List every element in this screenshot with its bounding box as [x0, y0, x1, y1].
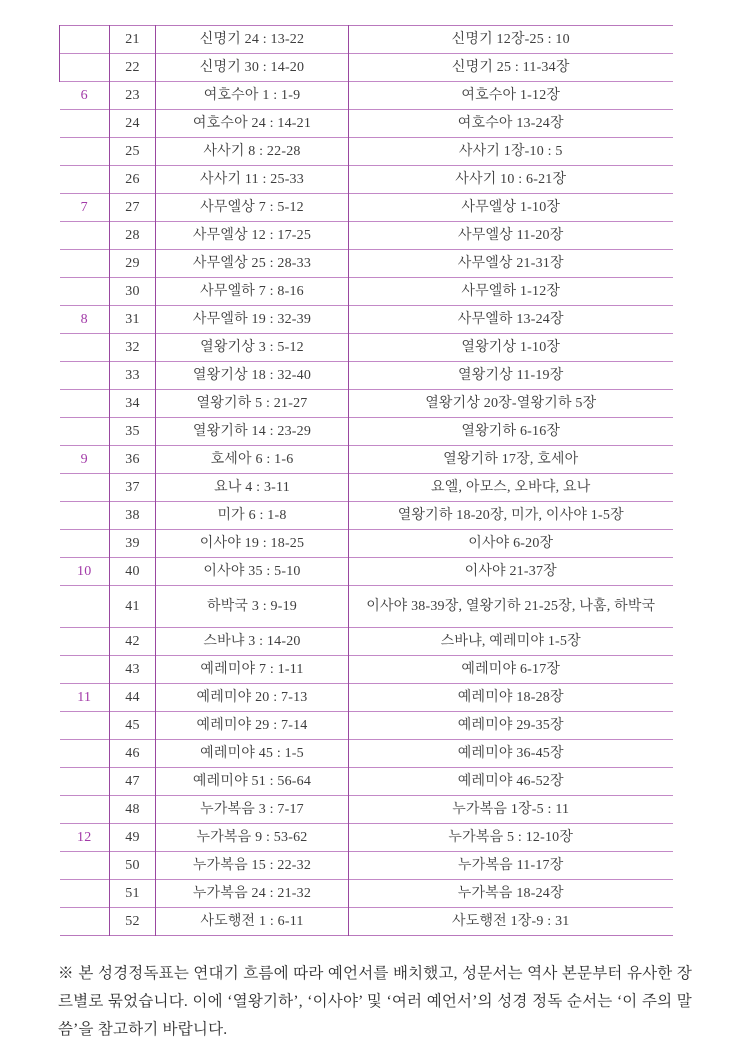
- reading-cell: 열왕기상 1-10장: [349, 334, 673, 362]
- reading-cell: 열왕기상 20장-열왕기하 5장: [349, 390, 673, 418]
- passage-cell: 사무엘상 7 : 5-12: [156, 194, 349, 222]
- passage-cell: 누가복음 24 : 21-32: [156, 880, 349, 908]
- passage-cell: 여호수아 24 : 14-21: [156, 110, 349, 138]
- passage-cell: 열왕기상 3 : 5-12: [156, 334, 349, 362]
- reading-cell: 열왕기하 17장, 호세아: [349, 446, 673, 474]
- reading-cell: 사무엘하 1-12장: [349, 278, 673, 306]
- table-row: [60, 740, 673, 768]
- week-cell: 22: [110, 54, 156, 82]
- passage-cell: 예레미야 29 : 7-14: [156, 712, 349, 740]
- month-cell: [60, 474, 110, 502]
- passage-cell: 누가복음 15 : 22-32: [156, 852, 349, 880]
- month-cell: [60, 390, 110, 418]
- footnote: [58, 960, 692, 1044]
- month-cell: [60, 250, 110, 278]
- reading-cell: 신명기 25 : 11-34장: [349, 54, 673, 82]
- passage-cell: 신명기 30 : 14-20: [156, 54, 349, 82]
- passage-cell: 호세아 6 : 1-6: [156, 446, 349, 474]
- week-cell: 41: [110, 586, 156, 628]
- month-cell: [60, 768, 110, 796]
- month-cell: 12: [60, 824, 110, 852]
- table-row: [60, 880, 673, 908]
- week-cell: 43: [110, 656, 156, 684]
- week-cell: 34: [110, 390, 156, 418]
- month-cell: [60, 418, 110, 446]
- week-cell: 38: [110, 502, 156, 530]
- reading-cell: 스바냐, 예레미야 1-5장: [349, 628, 673, 656]
- reading-cell: 사무엘하 13-24장: [349, 306, 673, 334]
- month-cell: [60, 222, 110, 250]
- month-cell: 11: [60, 684, 110, 712]
- table-row: [60, 852, 673, 880]
- reading-cell: 누가복음 11-17장: [349, 852, 673, 880]
- month-cell: [60, 110, 110, 138]
- table-row: [60, 446, 673, 474]
- month-cell: 9: [60, 446, 110, 474]
- table-row: [60, 138, 673, 166]
- reading-cell: 사무엘상 1-10장: [349, 194, 673, 222]
- passage-cell: 요나 4 : 3-11: [156, 474, 349, 502]
- table-row: [60, 222, 673, 250]
- table-row: [60, 82, 673, 110]
- table-row: [60, 54, 673, 82]
- week-cell: 42: [110, 628, 156, 656]
- table-row: [60, 334, 673, 362]
- month-cell: [60, 278, 110, 306]
- reading-cell: 이사야 21-37장: [349, 558, 673, 586]
- month-cell: [60, 880, 110, 908]
- month-cell: [60, 530, 110, 558]
- month-cell: [60, 166, 110, 194]
- passage-cell: 사도행전 1 : 6-11: [156, 908, 349, 936]
- footnote-marker-icon: ※: [58, 965, 75, 982]
- passage-cell: 누가복음 3 : 7-17: [156, 796, 349, 824]
- month-cell: [60, 908, 110, 936]
- week-cell: 47: [110, 768, 156, 796]
- week-cell: 45: [110, 712, 156, 740]
- table-row: [60, 166, 673, 194]
- week-cell: 46: [110, 740, 156, 768]
- week-cell: 52: [110, 908, 156, 936]
- table-row: [60, 796, 673, 824]
- table-row: [60, 530, 673, 558]
- table-row: [60, 558, 673, 586]
- week-cell: 24: [110, 110, 156, 138]
- table-row: [60, 824, 673, 852]
- week-cell: 44: [110, 684, 156, 712]
- table-row: [60, 418, 673, 446]
- passage-cell: 사사기 11 : 25-33: [156, 166, 349, 194]
- reading-cell: 예레미야 36-45장: [349, 740, 673, 768]
- table-row: [60, 194, 673, 222]
- reading-cell: 사무엘상 11-20장: [349, 222, 673, 250]
- month-cell: 10: [60, 558, 110, 586]
- week-cell: 31: [110, 306, 156, 334]
- reading-cell: 사사기 10 : 6-21장: [349, 166, 673, 194]
- table-row: [60, 390, 673, 418]
- passage-cell: 스바냐 3 : 14-20: [156, 628, 349, 656]
- passage-cell: 미가 6 : 1-8: [156, 502, 349, 530]
- reading-plan-table-body: [60, 26, 673, 936]
- reading-cell: 이사야 38-39장, 열왕기하 21-25장, 나훔, 하박국: [349, 586, 673, 628]
- reading-cell: 예레미야 46-52장: [349, 768, 673, 796]
- reading-cell: 예레미야 6-17장: [349, 656, 673, 684]
- table-row: [60, 712, 673, 740]
- reading-cell: 열왕기하 18-20장, 미가, 이사야 1-5장: [349, 502, 673, 530]
- month-cell: [60, 796, 110, 824]
- week-cell: 29: [110, 250, 156, 278]
- reading-cell: 사도행전 1장-9 : 31: [349, 908, 673, 936]
- week-cell: 21: [110, 26, 156, 54]
- reading-cell: 예레미야 29-35장: [349, 712, 673, 740]
- table-row: [60, 908, 673, 936]
- month-cell: [60, 586, 110, 628]
- table-row: [60, 110, 673, 138]
- week-cell: 39: [110, 530, 156, 558]
- week-cell: 37: [110, 474, 156, 502]
- passage-cell: 예레미야 20 : 7-13: [156, 684, 349, 712]
- table-row: [60, 362, 673, 390]
- month-cell: [60, 138, 110, 166]
- month-cell: 8: [60, 306, 110, 334]
- week-cell: 33: [110, 362, 156, 390]
- week-cell: 49: [110, 824, 156, 852]
- week-cell: 32: [110, 334, 156, 362]
- passage-cell: 열왕기상 18 : 32-40: [156, 362, 349, 390]
- week-cell: 25: [110, 138, 156, 166]
- passage-cell: 여호수아 1 : 1-9: [156, 82, 349, 110]
- passage-cell: 열왕기하 5 : 21-27: [156, 390, 349, 418]
- week-cell: 36: [110, 446, 156, 474]
- reading-cell: 이사야 6-20장: [349, 530, 673, 558]
- month-cell: [60, 334, 110, 362]
- month-cell: [60, 26, 110, 54]
- month-cell: [60, 712, 110, 740]
- reading-cell: 열왕기상 11-19장: [349, 362, 673, 390]
- footnote-text: 본 성경정독표는 연대기 흐름에 따라 예언서를 배치했고, 성문서는 역사 본문부터 유사한 장르별로 묶었습니다. 이에 ‘열왕기하’, ‘이사야’ 및 ‘여러 예언서’의 성경 정독 순서는 ‘이 주의 말씀’을 참고하기 바랍니다.: [58, 965, 693, 1038]
- week-cell: 23: [110, 82, 156, 110]
- week-cell: 50: [110, 852, 156, 880]
- table-row: [60, 278, 673, 306]
- passage-cell: 사사기 8 : 22-28: [156, 138, 349, 166]
- table-row: [60, 250, 673, 278]
- passage-cell: 사무엘상 25 : 28-33: [156, 250, 349, 278]
- week-cell: 51: [110, 880, 156, 908]
- passage-cell: 하박국 3 : 9-19: [156, 586, 349, 628]
- reading-cell: 열왕기하 6-16장: [349, 418, 673, 446]
- month-cell: [60, 656, 110, 684]
- reading-cell: 여호수아 13-24장: [349, 110, 673, 138]
- table-row: [60, 628, 673, 656]
- week-cell: 26: [110, 166, 156, 194]
- table-row: [60, 26, 673, 54]
- reading-cell: 요엘, 아모스, 오바댜, 요나: [349, 474, 673, 502]
- week-cell: 35: [110, 418, 156, 446]
- reading-plan-table: [59, 25, 673, 936]
- month-cell: [60, 852, 110, 880]
- month-cell: [60, 502, 110, 530]
- reading-cell: 누가복음 18-24장: [349, 880, 673, 908]
- reading-cell: 신명기 12장-25 : 10: [451, 31, 570, 47]
- table-row: [60, 586, 673, 628]
- passage-cell: 예레미야 7 : 1-11: [156, 656, 349, 684]
- passage-cell: 사무엘하 7 : 8-16: [156, 278, 349, 306]
- table-row: [60, 768, 673, 796]
- passage-cell: 열왕기하 14 : 23-29: [156, 418, 349, 446]
- reading-cell: 누가복음 5 : 12-10장: [349, 824, 673, 852]
- passage-cell: 신명기 24 : 13-22: [156, 26, 349, 54]
- month-cell: [60, 628, 110, 656]
- table-row: [60, 684, 673, 712]
- passage-cell: 예레미야 45 : 1-5: [156, 740, 349, 768]
- week-cell: 30: [110, 278, 156, 306]
- passage-cell: 사무엘하 19 : 32-39: [156, 306, 349, 334]
- week-cell: 48: [110, 796, 156, 824]
- passage-cell: 예레미야 51 : 56-64: [156, 768, 349, 796]
- reading-cell: 사무엘상 21-31장: [349, 250, 673, 278]
- table-row: [60, 656, 673, 684]
- passage-cell: 이사야 19 : 18-25: [156, 530, 349, 558]
- month-cell: [60, 740, 110, 768]
- week-cell: 28: [110, 222, 156, 250]
- week-cell: 40: [110, 558, 156, 586]
- table-row: [60, 474, 673, 502]
- reading-cell: 누가복음 1장-5 : 11: [349, 796, 673, 824]
- reading-cell: 여호수아 1-12장: [349, 82, 673, 110]
- table-row: [60, 306, 673, 334]
- month-cell: 6: [60, 82, 110, 110]
- month-cell: [60, 362, 110, 390]
- passage-cell: 이사야 35 : 5-10: [156, 558, 349, 586]
- reading-cell: 예레미야 18-28장: [349, 684, 673, 712]
- passage-cell: 누가복음 9 : 53-62: [156, 824, 349, 852]
- month-cell: [60, 54, 110, 82]
- month-cell: 7: [60, 194, 110, 222]
- week-cell: 27: [110, 194, 156, 222]
- passage-cell: 사무엘상 12 : 17-25: [156, 222, 349, 250]
- table-row: [60, 502, 673, 530]
- reading-cell: 사사기 1장-10 : 5: [349, 138, 673, 166]
